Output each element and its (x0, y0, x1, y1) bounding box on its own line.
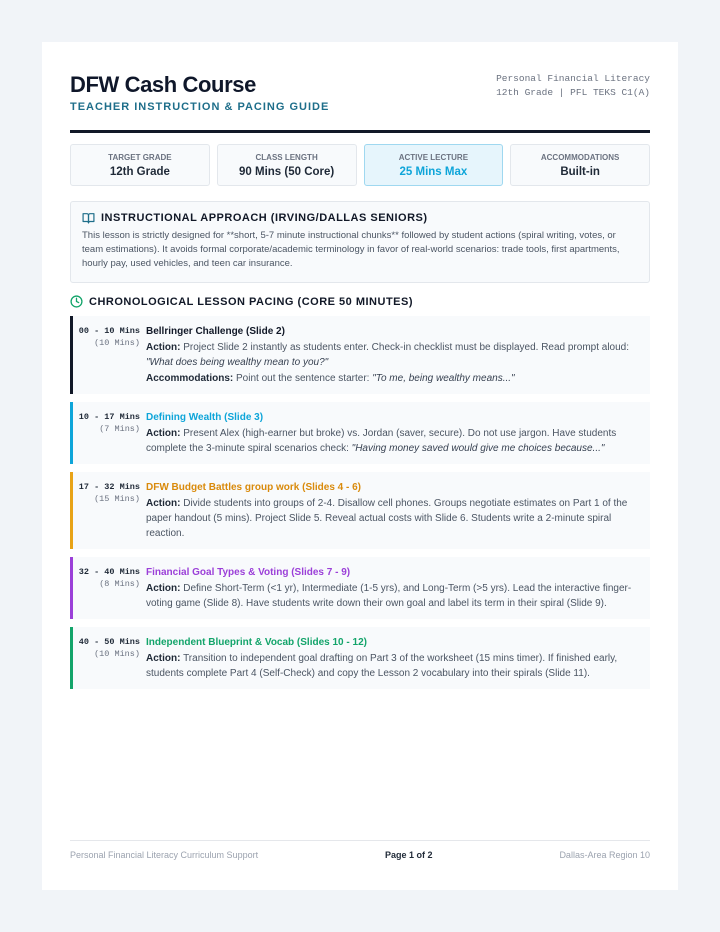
pacing-list (70, 316, 650, 689)
pacing-content (146, 480, 640, 541)
instructional-approach-box (70, 201, 650, 283)
pacing-time (73, 410, 146, 456)
block-title: Defining Wealth (Slide 3) (146, 412, 264, 423)
action-quote: "What does being wealthy mean to you?" (146, 357, 329, 368)
time-range: 10 - 17 Mins (78, 412, 140, 422)
stat-value: 25 Mins Max (399, 166, 468, 178)
pacing-time (73, 480, 146, 541)
pacing-block-bellringer (70, 316, 650, 394)
block-title: Independent Blueprint & Vocab (Slides 10 - 12) (146, 637, 367, 648)
time-range: 00 - 10 Mins (78, 326, 140, 336)
time-duration: (8 Mins) (99, 579, 140, 589)
block-action (146, 496, 640, 541)
action-label: Action: (146, 428, 181, 439)
stat-label: ACCOMMODATIONS (540, 153, 620, 162)
time-duration: (10 Mins) (94, 338, 140, 348)
pacing-heading (70, 295, 650, 308)
block-action (146, 426, 640, 456)
header-meta-grade: 12th Grade | PFL TEKS C1(A) (496, 87, 650, 98)
pacing-content (146, 635, 640, 681)
document-page (42, 42, 678, 890)
action-label: Action: (146, 653, 181, 664)
pacing-block-defining-wealth (70, 402, 650, 464)
stat-accommodations (510, 144, 650, 186)
stat-value: 12th Grade (109, 166, 170, 178)
accommodations-text: Point out the sentence starter: (236, 373, 373, 384)
action-text: Transition to independent goal drafting on Part 3 of the worksheet (15 mins timer). If finished early, students complete Part 4 (Self-Check) and copy the Lesson 2 vocabulary into their spirals (Slide 11). (146, 653, 618, 679)
book-icon (82, 212, 95, 224)
pacing-content (146, 324, 640, 386)
document-header (70, 72, 650, 122)
accommodations-label: Accommodations: (146, 373, 234, 384)
time-duration: (15 Mins) (94, 494, 140, 504)
block-action (146, 340, 640, 370)
stat-active-lecture (364, 144, 504, 186)
stats-row (70, 144, 650, 186)
time-duration: (10 Mins) (94, 649, 140, 659)
header-divider (70, 130, 650, 133)
action-text: Define Short-Term (<1 yr), Intermediate (1-5 yrs), and Long-Term (>5 yrs). Lead the interactive finger-voting game (Slide 8). Have students write down their own goal and label its term in their spiral (Slide 9). (146, 583, 632, 609)
action-quote: "Having money saved would give me choices because..." (351, 443, 605, 454)
block-title: DFW Budget Battles group work (Slides 4 - 6) (146, 482, 362, 493)
page-content (70, 72, 650, 689)
block-title: Financial Goal Types & Voting (Slides 7 - 9) (146, 567, 351, 578)
stat-target-grade (70, 144, 210, 186)
action-label: Action: (146, 342, 181, 353)
stat-label: ACTIVE LECTURE (398, 153, 469, 162)
page-number (385, 850, 433, 860)
pacing-content (146, 410, 640, 456)
footer-left: Personal Financial Literacy Curriculum Support (70, 850, 259, 860)
stat-label: CLASS LENGTH (255, 153, 318, 162)
pacing-block-goal-types (70, 557, 650, 619)
block-title: Bellringer Challenge (Slide 2) (146, 326, 285, 337)
action-label: Action: (146, 498, 181, 509)
page-number-text: Page 1 of 2 (385, 850, 433, 860)
document-title: DFW Cash Course (70, 72, 256, 97)
stat-label: TARGET GRADE (108, 153, 172, 162)
block-action (146, 581, 640, 611)
pacing-time (73, 635, 146, 681)
accommodations-quote: "To me, being wealthy means..." (372, 373, 515, 384)
stat-class-length (217, 144, 357, 186)
pacing-content (146, 565, 640, 611)
time-range: 17 - 32 Mins (78, 482, 140, 492)
page-footer (70, 840, 650, 860)
pacing-time (73, 565, 146, 611)
pacing-time (73, 324, 146, 386)
action-label: Action: (146, 583, 181, 594)
block-action (146, 651, 640, 681)
header-meta-course: Personal Financial Literacy (496, 73, 650, 84)
action-text: Present Alex (high-earner but broke) vs. Jordan (saver, secure). Do not use jargon. Have students complete the 3-minute spiral scenarios check: (146, 428, 617, 454)
time-duration: (7 Mins) (99, 424, 140, 434)
time-range: 32 - 40 Mins (78, 567, 140, 577)
clock-icon (70, 295, 83, 308)
action-text: Divide students into groups of 2-4. Disallow cell phones. Groups negotiate estimates on Part 1 of the paper handout (5 mins). Project Slide 5. Reveal actual costs with Slide 6. Students write a 2-minute spiral reaction. (146, 498, 628, 539)
time-range: 40 - 50 Mins (78, 637, 140, 647)
header-meta (496, 72, 650, 100)
document-subtitle: TEACHER INSTRUCTION & PACING GUIDE (70, 101, 330, 113)
approach-heading (82, 212, 638, 224)
footer-right: Dallas-Area Region 10 (559, 850, 650, 860)
stat-value: 90 Mins (50 Core) (239, 166, 335, 178)
block-accommodations (146, 371, 640, 386)
action-text: Project Slide 2 instantly as students enter. Check-in checklist must be displayed. Read prompt aloud: (183, 342, 630, 353)
pacing-block-budget-battles (70, 472, 650, 549)
approach-heading-text: INSTRUCTIONAL APPROACH (IRVING/DALLAS SENIORS) (101, 212, 428, 224)
approach-body: This lesson is strictly designed for **short, 5-7 minute instructional chunks** followed by student actions (spiral writing, votes, or team estimations). It avoids formal corporate/academic terminology in favor of real-world scenarios: trade tools, first apartments, hourly pay, used vehicles, and teen car insurance. (82, 230, 620, 269)
pacing-block-blueprint-vocab (70, 627, 650, 689)
pacing-heading-text: CHRONOLOGICAL LESSON PACING (CORE 50 MINUTES) (89, 295, 414, 308)
stat-value: Built-in (560, 166, 600, 178)
